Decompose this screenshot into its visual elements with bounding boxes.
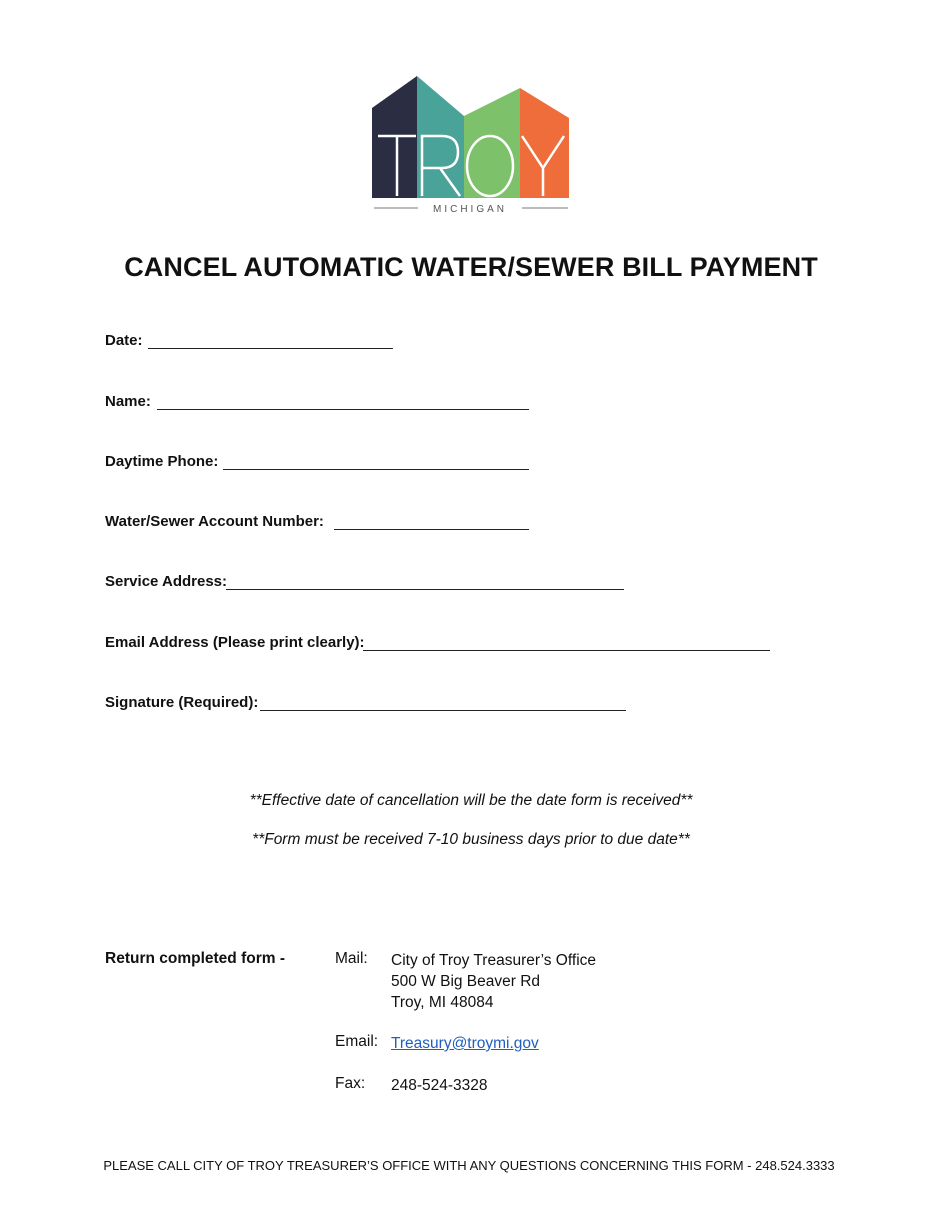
account-number-label: Water/Sewer Account Number: [105,513,324,530]
daytime-phone-blank-line[interactable] [223,469,529,470]
account-number-blank-line[interactable] [334,529,529,530]
mail-label: Mail: [335,950,368,967]
mail-line-city: Troy, MI 48084 [391,994,494,1011]
daytime-phone-field[interactable] [105,451,218,473]
treasury-email-link[interactable]: Treasury@troymi.gov [391,1035,539,1052]
troy-michigan-logo [372,76,570,214]
received-note: **Form must be received 7-10 business days prior to due date** [252,831,690,848]
name-field[interactable] [105,391,151,413]
email-contact [391,1033,539,1054]
mail-address [391,950,596,1013]
email-address-label: Email Address (Please print clearly): [105,634,365,651]
service-address-blank-line[interactable] [226,589,624,590]
date-field[interactable] [105,330,143,352]
date-blank-line[interactable] [148,348,393,349]
daytime-phone-label: Daytime Phone: [105,453,219,470]
signature-field[interactable] [105,692,258,714]
account-number-field[interactable] [105,511,324,533]
signature-label: Signature (Required): [105,694,259,711]
email-address-field[interactable] [105,632,365,654]
signature-blank-line[interactable] [260,710,626,711]
service-address-label: Service Address: [105,573,228,590]
effective-date-note: **Effective date of cancellation will be the date form is received** [249,792,693,809]
name-label: Name: [105,393,151,410]
fax-number: 248-524-3328 [391,1077,488,1094]
email-label: Email: [335,1033,379,1050]
mail-line-office: City of Troy Treasurer’s Office [391,952,597,969]
service-address-field[interactable] [105,571,227,593]
fax-label: Fax: [335,1075,366,1092]
logo-block-green [464,88,520,198]
email-address-blank-line[interactable] [363,650,770,651]
logo-michigan-text: MICHIGAN [433,204,507,214]
footer-contact-note: PLEASE CALL CITY OF TROY TREASURER’S OFFICE WITH ANY QUESTIONS CONCERNING THIS FORM - 248.524.3333 [103,1158,835,1173]
name-blank-line[interactable] [157,409,529,410]
return-form-label: Return completed form - [105,950,285,967]
form-title: CANCEL AUTOMATIC WATER/SEWER BILL PAYMENT [124,252,818,282]
mail-line-street: 500 W Big Beaver Rd [391,973,541,990]
date-label: Date: [105,332,143,349]
